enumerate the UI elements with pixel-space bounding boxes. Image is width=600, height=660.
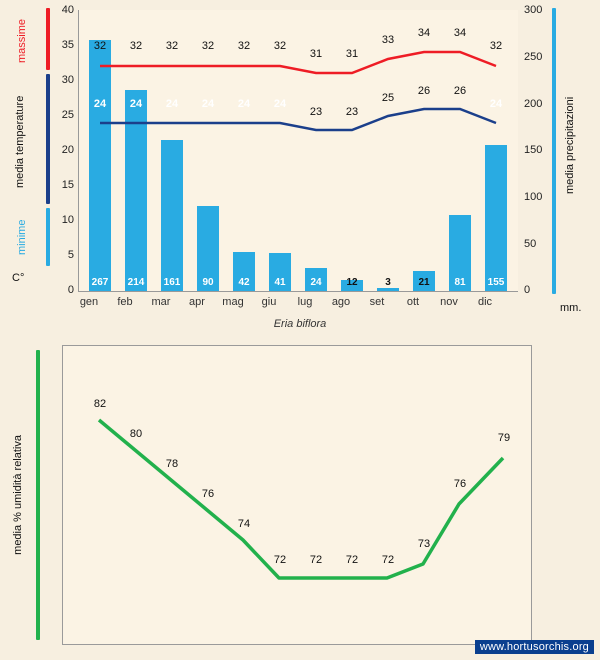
precip-label: 3 [385, 277, 391, 288]
watermark: www.hortusorchis.org [475, 640, 594, 654]
min-label: 23 [309, 106, 323, 118]
y-left-tick: 40 [61, 4, 74, 16]
humidity-label: 78 [165, 458, 179, 470]
humidity-line [63, 346, 531, 644]
x-label-feb: feb [117, 296, 133, 308]
temperature-lines [79, 10, 519, 292]
humidity-label: 80 [129, 428, 143, 440]
y-left-tick: 30 [61, 74, 74, 86]
max-label: 33 [381, 34, 395, 46]
y-left-tick: 5 [67, 249, 74, 261]
min-label: 26 [417, 85, 431, 97]
min-label: 24 [93, 98, 107, 110]
x-label-nov: nov [440, 296, 458, 308]
x-label-ott: ott [406, 296, 420, 308]
y-left-tick: 35 [61, 39, 74, 51]
chart-caption: Eria biflora [273, 318, 327, 330]
x-label-lug: lug [297, 296, 313, 308]
unit-mm: mm. [560, 302, 582, 314]
max-label: 34 [453, 27, 467, 39]
precip-label: 161 [163, 277, 181, 288]
precip-label: 41 [274, 277, 286, 288]
min-label: 25 [381, 92, 395, 104]
humidity-label: 72 [345, 554, 359, 566]
humidity-label: 72 [309, 554, 323, 566]
humidity-label: 82 [93, 398, 107, 410]
min-label: 24 [165, 98, 179, 110]
label-media-temperature: media temperature [14, 95, 26, 189]
max-temperature-line [100, 52, 496, 73]
humidity-label: 79 [497, 432, 511, 444]
legend-minime: minime [16, 219, 28, 255]
max-label: 32 [93, 40, 107, 52]
bottom-plot-area [62, 345, 532, 645]
max-label: 31 [345, 48, 359, 60]
y-right-tick: 200 [524, 98, 543, 110]
precip-label: 21 [418, 277, 430, 288]
min-label: 24 [237, 98, 251, 110]
humidity-axis-bar [36, 350, 40, 640]
humidity-label: 72 [381, 554, 395, 566]
humidity-polyline [99, 420, 503, 578]
top-plot-area [78, 10, 518, 292]
x-label-apr: apr [189, 296, 205, 308]
y-right-tick: 50 [524, 238, 537, 250]
legend-massime: massime [16, 19, 28, 64]
y-left-tick: 25 [61, 109, 74, 121]
max-label: 32 [237, 40, 251, 52]
max-label: 31 [309, 48, 323, 60]
max-label: 32 [201, 40, 215, 52]
max-label: 32 [273, 40, 287, 52]
x-label-giu: giu [261, 296, 277, 308]
unit-celsius: C° [12, 272, 25, 284]
precip-label: 214 [127, 277, 145, 288]
x-label-dic: dic [477, 296, 493, 308]
y-left-tick: 0 [67, 284, 74, 296]
label-umidita-relativa: media % umidità relativa [12, 435, 24, 555]
precip-label: 12 [346, 277, 358, 288]
y-left-tick: 20 [61, 144, 74, 156]
humidity-chart [0, 340, 600, 660]
min-label: 24 [489, 98, 503, 110]
humidity-label: 74 [237, 518, 251, 530]
humidity-label: 76 [453, 478, 467, 490]
min-label: 24 [129, 98, 143, 110]
label-media-precipitazioni: media precipitazioni [564, 96, 576, 194]
y-left-tick: 10 [61, 214, 74, 226]
max-label: 32 [489, 40, 503, 52]
x-label-gen: gen [79, 296, 99, 308]
y-left-tick: 15 [61, 179, 74, 191]
precip-label: 42 [238, 277, 250, 288]
x-label-mag: mag [222, 296, 244, 308]
humidity-label: 73 [417, 538, 431, 550]
precip-label: 81 [454, 277, 466, 288]
min-temperature-line [100, 109, 496, 130]
precip-label: 155 [487, 277, 505, 288]
x-label-mar: mar [151, 296, 171, 308]
max-label: 34 [417, 27, 431, 39]
precip-label: 90 [202, 277, 214, 288]
max-label: 32 [129, 40, 143, 52]
y-right-tick: 100 [524, 191, 543, 203]
max-label: 32 [165, 40, 179, 52]
humidity-label: 76 [201, 488, 215, 500]
x-label-ago: ago [331, 296, 351, 308]
min-label: 24 [201, 98, 215, 110]
precip-label: 24 [310, 277, 322, 288]
min-label: 26 [453, 85, 467, 97]
x-label-set: set [369, 296, 385, 308]
min-label: 24 [273, 98, 287, 110]
y-right-tick: 0 [524, 284, 531, 296]
y-right-tick: 250 [524, 51, 543, 63]
min-label: 23 [345, 106, 359, 118]
humidity-label: 72 [273, 554, 287, 566]
y-right-tick: 300 [524, 4, 543, 16]
y-right-tick: 150 [524, 144, 543, 156]
precip-label: 267 [91, 277, 109, 288]
